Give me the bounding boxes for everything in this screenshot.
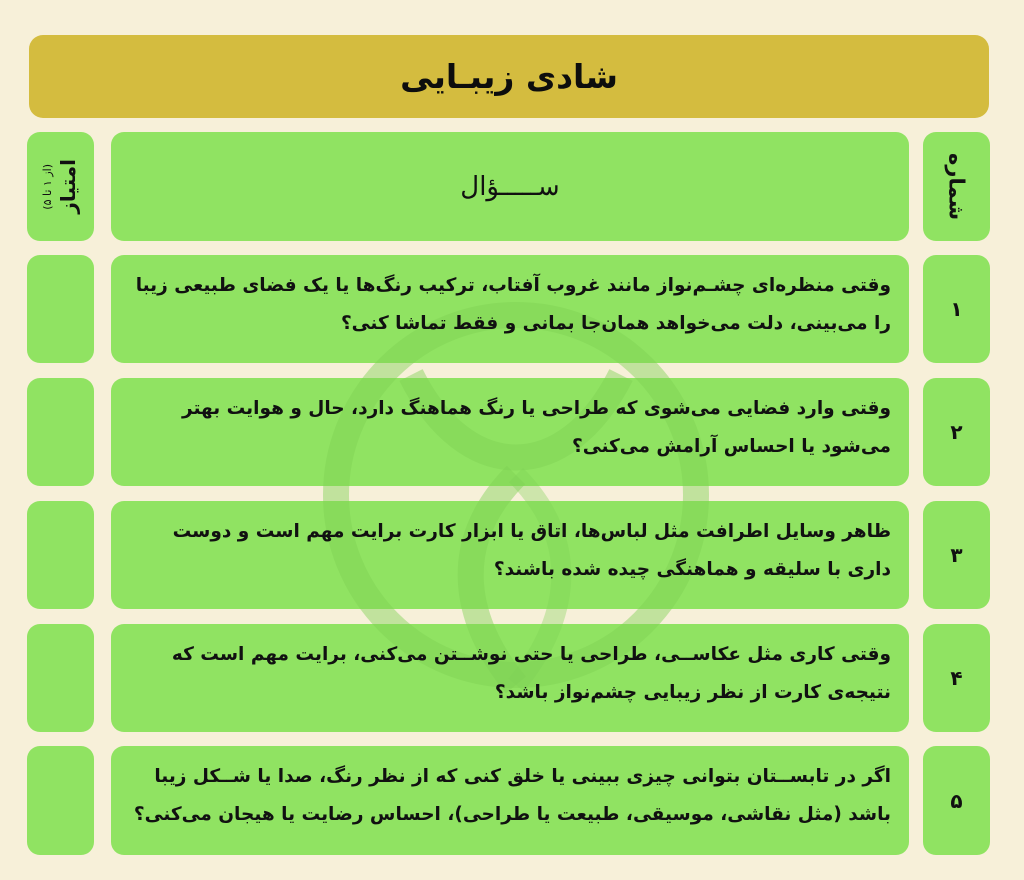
question-cell [111,378,909,486]
page-title: شادی زیبـایی [400,57,618,96]
question-text: وقتی منظره‌ای چشـم‌نواز مانند غروب آفتاب، ترکیب رنگ‌ها یا یک فضای طبیعی زیبا را می‌بینی، دلت می‌خواهد همان‌جا بمانی و فقط تماشا کنی؟ [135,275,891,334]
score-input-cell[interactable] [27,378,94,486]
question-cell [111,624,909,732]
row-number-cell [923,746,990,855]
question-text: ظاهر وسایل اطرافت مثل لباس‌ها، اتاق یا ابزار کارت برایت مهم است و دوست داری با سلیقه و هماهنگی چیده شده باشند؟ [172,521,891,580]
title-banner [29,35,989,118]
row-number-cell [923,255,990,363]
row-number-cell [923,378,990,486]
row-number: ۲ [950,420,963,444]
question-text: وقتی وارد فضایی می‌شوی که طراحی یا رنگ هماهنگ دارد، حال و هوایت بهتر می‌شود یا احساس آرامش می‌کنی؟ [181,398,891,457]
row-number: ۱ [950,297,963,321]
header-number [923,132,990,241]
question-cell [111,255,909,363]
question-text: وقتی کاری مثل عکاســی، طراحی یا حتی نوشــتن می‌کنی، برایت مهم است که نتیجه‌ی کارت از نظر زیبایی چشم‌نواز باشد؟ [171,644,891,703]
question-header-label: ســـــؤال [460,171,560,202]
score-header-label: امتیاز [56,159,80,214]
question-cell [111,501,909,609]
row-number: ۴ [950,666,963,690]
score-input-cell[interactable] [27,501,94,609]
score-input-cell[interactable] [27,255,94,363]
header-question [111,132,909,241]
header-score [27,132,94,241]
row-number: ۵ [950,788,963,813]
score-header-sublabel: (از ۱ تا ۵) [41,163,54,210]
row-number-cell [923,501,990,609]
number-header-label: شماره [944,152,969,221]
score-input-cell[interactable] [27,624,94,732]
question-cell [111,746,909,855]
row-number-cell [923,624,990,732]
row-number: ۳ [950,543,963,567]
question-text: اگر در تابســتان بتوانی چیزی ببینی یا خلق کنی که از نظر رنگ، صدا یا شــکل زیبا باشد (مثل نقاشی، موسیقی، طبیعت یا طراحی)، احساس رضایت یا هیجان می‌کنی؟ [133,766,891,825]
score-input-cell[interactable] [27,746,94,855]
